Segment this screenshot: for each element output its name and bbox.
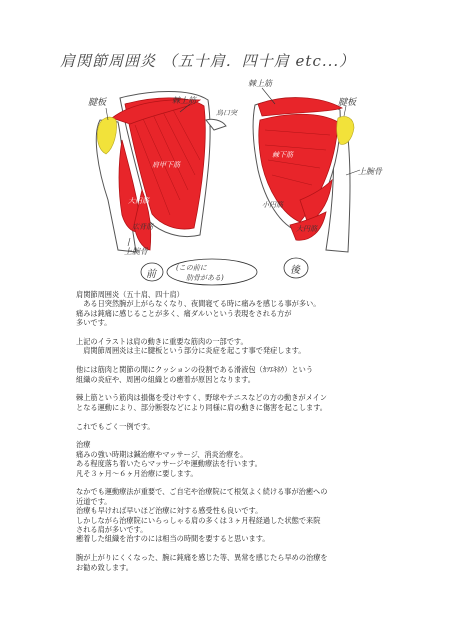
front-label-latissimus: 広背筋 bbox=[132, 223, 153, 231]
paragraph-line: これでもごく一例です。 bbox=[76, 421, 155, 431]
paragraph-line: 治療も早ければ早いほど治療に対する感受性も良いです。 bbox=[76, 506, 263, 516]
back-label-teres-major: 大円筋 bbox=[296, 225, 317, 233]
back-caption: 後 bbox=[290, 265, 300, 276]
paragraph-line: 上記のイラストは肩の動きに重要な筋肉の一部です。 bbox=[76, 337, 248, 347]
article-body bbox=[76, 290, 396, 572]
front-shoulder-figure bbox=[96, 92, 226, 253]
back-label-humerus: 上腕骨 bbox=[358, 167, 382, 176]
paragraph-line: 多いです。 bbox=[76, 318, 112, 328]
paragraph-line: 痛みの強い時期は鍼治療やマッサージ、消炎治療を。 bbox=[76, 449, 248, 459]
front-label-subscapularis: 肩甲下筋 bbox=[152, 161, 180, 169]
page-title: 肩関節周囲炎 （五十肩．四十肩 etc...） bbox=[60, 52, 356, 70]
paragraph-line: お勧め致します。 bbox=[76, 562, 133, 572]
paragraph-line: 近道です。 bbox=[76, 496, 112, 506]
paragraph-line: しかしながら治療院にいらっしゃる肩の多くは３ヶ月程経過した状態で来院 bbox=[76, 515, 321, 525]
paragraph-line: 痛みは鈍痛に感じることが多く、痛ダルいという表現をされる方が bbox=[76, 308, 292, 318]
article-heading: 肩関節周囲炎（五十肩、四十肩） bbox=[76, 290, 184, 299]
back-label-supraspinatus: 棘上筋 bbox=[248, 79, 272, 88]
front-label-supraspinatus: 棘上筋 bbox=[172, 96, 196, 105]
treatment-heading: 治療 bbox=[76, 440, 91, 450]
paragraph-line: 肩関節周囲炎は主に腱板という部分に炎症を起こす事で発症します。 bbox=[76, 346, 306, 356]
paragraph-line: 腕が上がりにくくなった、腕に鈍痛を感じた等、異常を感じたら早めの治療を bbox=[76, 553, 328, 563]
paragraph-line: 癒着した組織を治すのには相当の時間を要すると思います。 bbox=[76, 534, 270, 544]
paragraph-line: ある日突然腕が上がらなくなり、夜間寝てる時に痛みを感じる事が多い。 bbox=[76, 299, 321, 309]
paragraph-line: される肩が多いです。 bbox=[76, 525, 148, 535]
front-label-teres-major: 大円筋 bbox=[128, 197, 149, 205]
paragraph-line: 棘上筋という筋肉は損傷を受けやすく、野球やテニスなどの方の動きがメイン bbox=[76, 393, 327, 403]
front-note-line2: 肋骨がある) bbox=[186, 274, 224, 282]
paragraph-line: となる運動により、部分断裂などにより同様に肩の動きに傷害を起こします。 bbox=[76, 402, 327, 412]
front-caption: 前 bbox=[146, 269, 156, 280]
paragraph-line: ある程度落ち着いたらマッサージや運動療法を行います。 bbox=[76, 459, 262, 469]
paragraph-line: 他には筋肉と関節の間にクッションの役割である滑液包（ｶﾂｴｷﾎｳ）という bbox=[76, 365, 314, 375]
back-label-infraspinatus: 棘下筋 bbox=[272, 151, 293, 159]
paragraph-line: 凡そ３ヶ月〜６ヶ月治療に要します。 bbox=[76, 468, 198, 478]
front-label-tendon: 腱板 bbox=[88, 98, 107, 108]
front-label-humerus: 上腕骨 bbox=[124, 247, 148, 256]
front-note-line1: (この前に bbox=[176, 264, 207, 272]
front-label-coracoid: 烏口突 bbox=[216, 109, 237, 117]
paragraph-line: なかでも運動療法が重要で、ご自宅や治療院にて根気よく続ける事が治癒への bbox=[76, 487, 328, 497]
back-label-teres-minor: 小円筋 bbox=[262, 201, 283, 209]
paragraph-line: 組織の炎症や、周囲の組織との癒着が原因となります。 bbox=[76, 374, 255, 384]
shoulder-illustration bbox=[0, 0, 452, 300]
back-label-tendon: 腱板 bbox=[338, 98, 357, 108]
